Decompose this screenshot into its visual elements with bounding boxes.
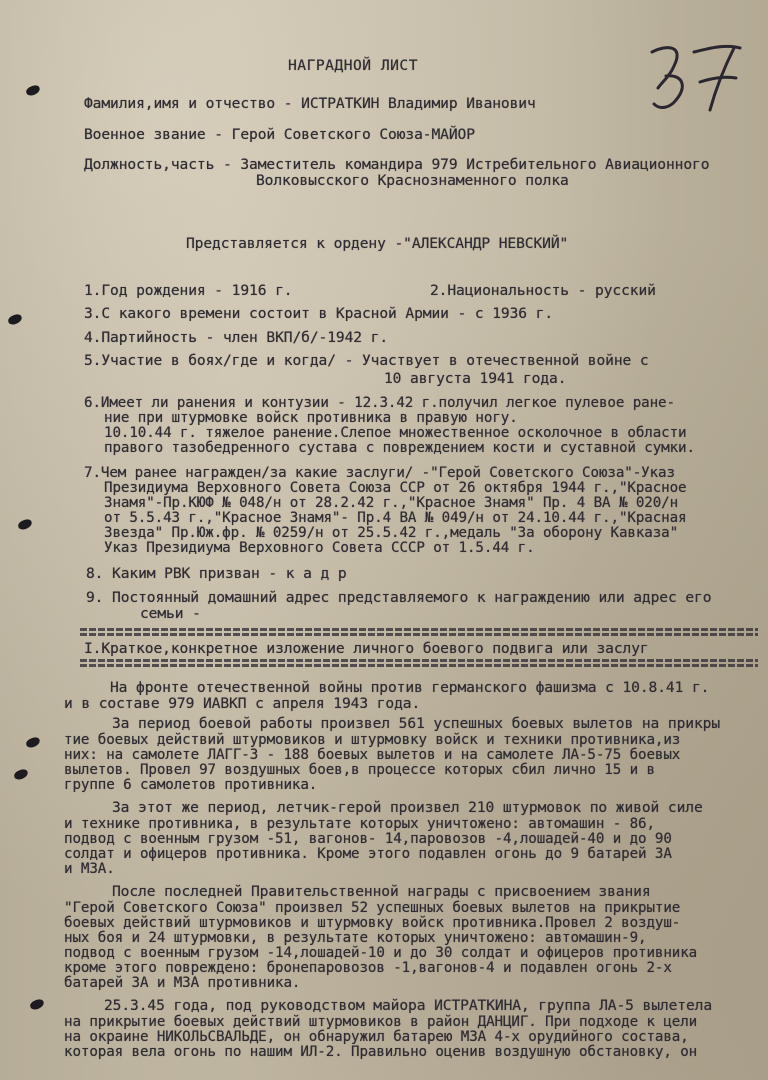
body-line: ных боя и 24 штурмовки, в результате которых уничтожено: автомашин-9, [64,930,647,946]
body-line: на прикрытие боевых действий штурмовиков в район ДАНЦИГ. При подходе к цели [64,1014,698,1030]
field-position-line-1: Должность,часть - Заместитель командира 979 Истребительного Авиационного [84,156,710,173]
field-military-rank: Военное звание - Герой Советского Союза-МАЙОР [84,126,475,143]
section-heading: I.Краткое,конкретное изложение личного боевого подвига или заслуг [84,640,649,657]
item-home-address-cont: семьи - [140,605,201,622]
body-line: подвод с военным грузом -51, вагонов- 14,паровозов -4,лошадей-40 и до 90 [64,831,672,847]
item-party: 4.Партийность - член ВКП/б/-1942 г. [84,329,389,346]
item-army-since: 3.С какого времени состоит в Красной Армии - с 1936 г. [84,305,554,322]
item-prev-awards-line-6: Указ Президиума Верховного Совета СССР от 1.5.44 г. [104,540,535,556]
item-prev-awards-line-2: Президиума Верховного Совета Союза ССР от 26 октября 1944 г.,"Красное [104,480,687,496]
field-position-line-2: Волковысского Краснознаменного полка [256,172,569,189]
body-line: На фронте отечественной войны против германского фашизма с 10.8.41 г. [110,679,710,696]
item-prev-awards-line-5: Звезда" Пр.Юж.фр. № 0259/н от 25.5.42 г.,медаль "За оборону Кавказа" [104,525,679,541]
body-line: За период боевой работы произвел 561 успешных боевых вылетов на прикры [112,715,721,732]
body-line: вылетов. Провел 97 воздушных боев,в процессе которых сбил лично 15 и в [64,762,655,778]
item-war-participation-cont: 10 августа 1941 года. [384,370,567,387]
body-line: них: на самолете ЛАГГ-3 - 188 боевых вылетов и на самолете ЛА-5-75 боевых [64,747,681,763]
body-line: группе 6 самолетов противника. [64,777,318,793]
item-nationality: 2.Национальность - русский [430,282,656,299]
body-line: "Герой Советского Союза" произвел 52 успешных боевых вылетов на прикрытие [64,900,681,916]
document-title: НАГРАДНОЙ ЛИСТ [288,57,419,74]
field-full-name: Фамилия,имя и отчество - ИСТРАТКИН Владимир Иванович [84,95,536,112]
body-line: на окраине НИКОЛЬСВАЛЬДЕ, он обнаружил батарею МЗА 4-х орудийного состава, [64,1029,689,1045]
section-divider [80,659,758,662]
item-prev-awards-line-4: от 5.5.43 г.,"Красное Знамя"- Пр.4 ВА № 049/н от 24.10.44 г.,"Красная [104,510,687,526]
body-line: и технике противника, в результате которых уничтожено: автомашин - 86, [64,816,655,832]
binding-hole-mark [7,313,23,326]
handwritten-page-number [640,38,750,118]
section-divider [80,633,758,636]
item-birth-year: 1.Год рождения - 1916 г. [84,282,293,299]
body-line: кроме этого повреждено: бронепаровозов -1,вагонов-4 и подавлен огонь 2-х [64,960,672,976]
body-line: батарей ЗА и МЗА противника. [64,975,301,991]
item-wounds-line-4: правого тазобедренного сустава с повреждением кости и суставной сумки. [104,440,695,456]
body-line: которая вела огонь по нашим ИЛ-2. Правильно оценив воздушную обстановку, он [64,1044,698,1060]
binding-hole-mark [25,736,41,749]
binding-hole-mark [17,518,33,531]
item-wounds-line-1: 6.Имеет ли ранения и контузии - 12.3.42 г.получил легкое пулевое ране- [84,395,675,411]
award-proposal: Представляется к ордену -"АЛЕКСАНДР НЕВСКИЙ" [186,235,569,252]
body-line: 25.3.45 года, под руководством майора ИСТРАТКИНА, группа ЛА-5 вылетела [104,997,713,1014]
item-wounds-line-3: 10.10.44 г. тяжелое ранение.Слепое множественное осколочное в области [104,425,687,441]
body-line: боевых действий штурмовиков и штурмовку войск противника.Провел 2 воздуш- [64,915,681,931]
binding-hole-mark [25,84,41,97]
body-line: тие боевых действий штурмовиков и штурмовку войск и техники противника,из [64,732,681,748]
body-line: подвод с военным грузом -14,лошадей-10 и до 30 солдат и офицеров противника [64,945,698,961]
item-draft-office: 8. Каким РВК призван - к а д р [86,565,347,582]
section-divider [80,628,758,631]
section-divider [80,664,758,667]
item-prev-awards-line-1: 7.Чем ранее награжден/за какие заслуги/ -"Герой Советского Союза"-Указ [84,465,675,481]
item-war-participation: 5.Участие в боях/где и когда/ - Участвует в отечественной войне с [84,352,649,369]
body-line: солдат и офицеров противника. Кроме этого подавлен огонь до 9 батарей ЗА [64,846,672,862]
item-home-address: 9. Постоянный домашний адрес представляемого к награждению или адрес его [86,589,712,606]
item-prev-awards-line-3: Знамя"-Пр.КЮФ № 048/н от 28.2.42 г.,"Красное Знамя" Пр. 4 ВА № 020/н [104,495,679,511]
binding-hole-mark [13,768,29,781]
body-line: После последней Правительственной награды с присвоением звания [112,883,651,900]
binding-hole-mark [29,998,45,1011]
item-wounds-line-2: ние при штурмовке войск противника в правую ногу. [104,410,518,426]
body-line: и в составе 979 ИАВКП с апреля 1943 года. [64,695,421,712]
body-line: За этот же период, летчик-герой произвел 210 штурмовок по живой силе [112,799,703,816]
body-line: и МЗА. [64,861,115,877]
